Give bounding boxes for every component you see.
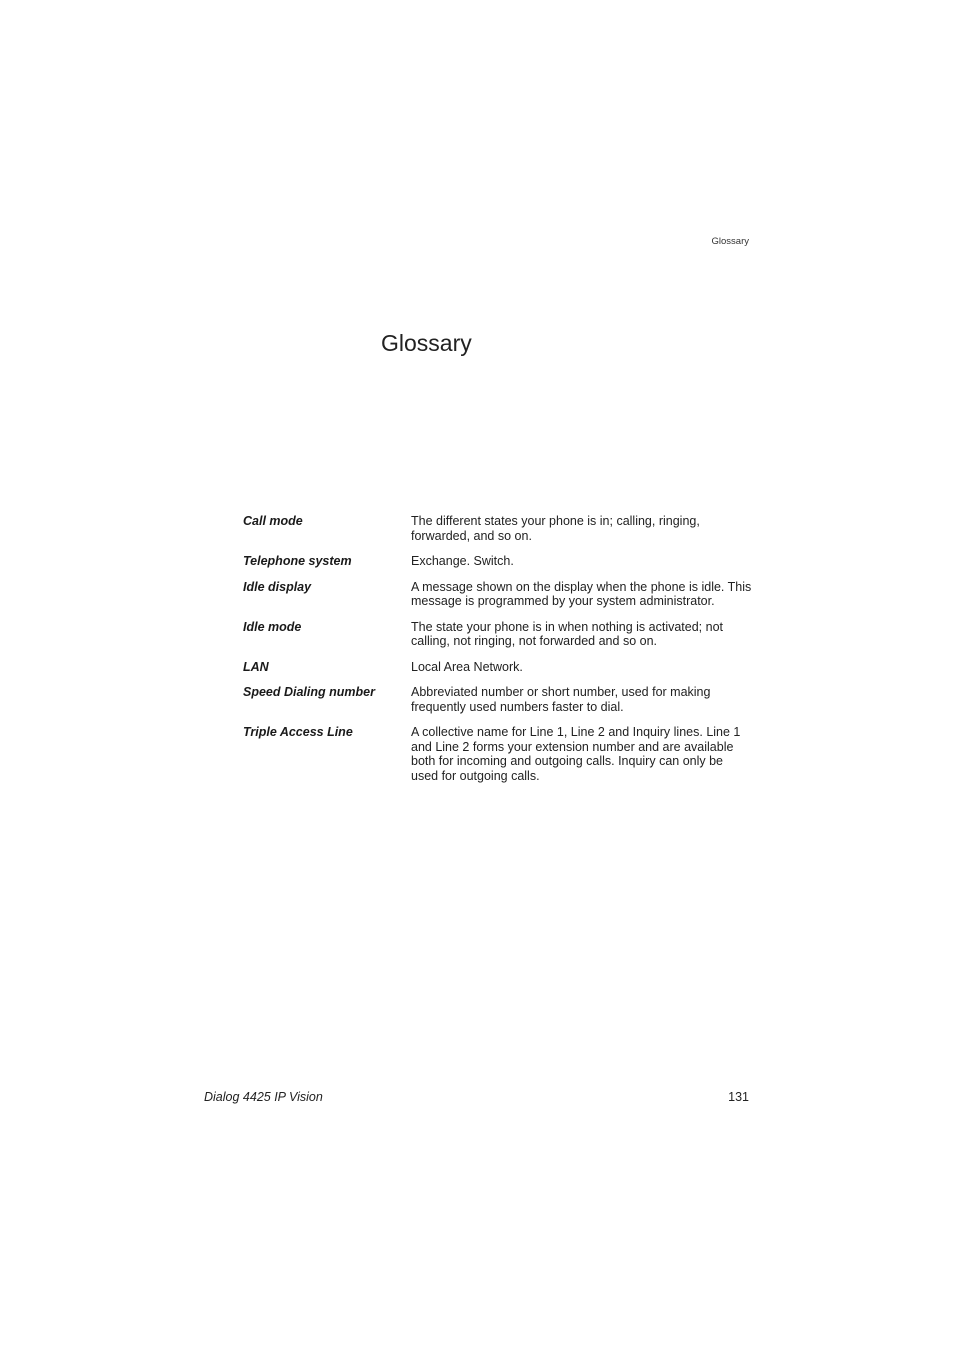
running-header: Glossary xyxy=(711,236,749,247)
glossary-definition: A collective name for Line 1, Line 2 and Inquiry lines. Line 1 and Line 2 forms your extension number and are available both for incoming and outgoing calls. Inquiry can only be used for outgoing calls. xyxy=(411,725,741,783)
glossary-definition: The state your phone is in when nothing is activated; not calling, not ringing, not forwarded and so on. xyxy=(411,619,723,648)
glossary-entry xyxy=(243,725,753,783)
glossary-term: Telephone system xyxy=(243,554,352,568)
glossary-term: Idle mode xyxy=(243,619,302,634)
glossary-term: Call mode xyxy=(243,514,303,528)
glossary-entry xyxy=(243,620,753,649)
glossary-term: Idle display xyxy=(243,579,312,594)
glossary-definition: Local Area Network. xyxy=(411,659,523,674)
glossary-entry xyxy=(243,554,753,569)
glossary-entry xyxy=(243,660,753,675)
glossary-list xyxy=(243,514,753,794)
glossary-term: Triple Access Line xyxy=(243,725,353,739)
glossary-term: Speed Dialing number xyxy=(243,685,375,699)
footer-product-name: Dialog 4425 IP Vision xyxy=(204,1090,323,1104)
glossary-term: LAN xyxy=(243,659,269,674)
page-title: Glossary xyxy=(381,330,472,356)
glossary-definition: Abbreviated number or short number, used for making frequently used numbers faster to dial. xyxy=(411,685,711,714)
glossary-entry xyxy=(243,514,753,543)
glossary-definition: Exchange. Switch. xyxy=(411,554,514,568)
glossary-definition: The different states your phone is in; calling, ringing, forwarded, and so on. xyxy=(411,514,700,543)
glossary-entry xyxy=(243,685,753,714)
glossary-definition: A message shown on the display when the phone is idle. This message is programmed by your system administrator. xyxy=(411,579,752,608)
footer-page-number: 131 xyxy=(728,1090,749,1104)
glossary-entry xyxy=(243,580,753,609)
